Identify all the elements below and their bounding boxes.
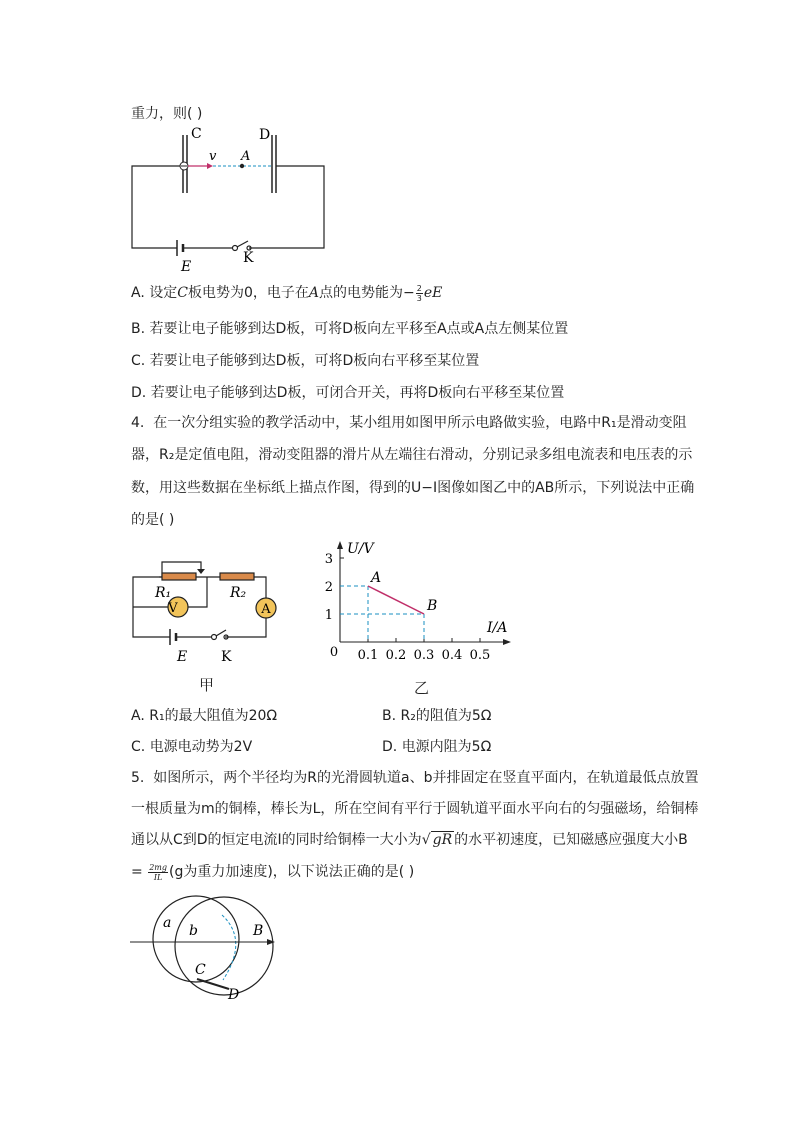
velocity-label: v bbox=[209, 149, 217, 164]
point-d-label: D bbox=[228, 987, 240, 1003]
q3-option-d: D. 若要让电子能够到达D板，可闭合开关，再将D板向右平移至某位置 bbox=[131, 385, 565, 401]
series-line-AB bbox=[368, 586, 424, 614]
voltmeter-label: V bbox=[168, 601, 178, 616]
x-tick-label: 0.4 bbox=[441, 648, 463, 663]
y-tick-label: 1 bbox=[325, 608, 333, 623]
caption-jia: 甲 bbox=[199, 676, 215, 694]
q4-option-d: D. 电源内阻为5Ω bbox=[382, 739, 492, 755]
rail-a-label: a bbox=[163, 915, 172, 931]
q3-option-b: B. 若要让电子能够到达D板，可将D板向左平移至A点或A点左侧某位置 bbox=[131, 321, 569, 337]
q4-line-1: 4. 在一次分组实验的教学活动中，某小组用如图甲所示电路做实验，电路中R₁是滑动变阻 bbox=[131, 415, 687, 431]
rail-b bbox=[175, 897, 273, 995]
q4-line-4: 的是( ) bbox=[131, 512, 175, 528]
origin-label: 0 bbox=[329, 645, 339, 660]
q5-line-1: 5. 如图所示，两个半径均为R的光滑圆轨道a、b并排固定在竖直平面内，在轨道最低点放置 bbox=[131, 770, 699, 786]
q5-line-2: 一根质量为m的铜棒，棒长为L，所在空间有平行于圆轨道平面水平向右的匀强磁场，给铜棒 bbox=[131, 801, 699, 817]
x-tick-label: 0.3 bbox=[413, 648, 435, 663]
y-axis-label: U/V bbox=[347, 541, 374, 557]
q4-line-3: 数，用这些数据在坐标纸上描点作图，得到的U−I图像如图乙中的AB所示，下列说法中正确 bbox=[131, 480, 695, 496]
y-tick-label: 3 bbox=[325, 552, 333, 567]
q4-option-b: B. R₂的阻值为5Ω bbox=[382, 708, 492, 724]
q5-line-4: = $\frac{2mg}{IL}$ (g为重力加速度)，以下说法正确的是( ) bbox=[131, 862, 415, 882]
q4-ui-chart bbox=[325, 535, 520, 670]
ammeter-label: A bbox=[261, 602, 271, 617]
q4-line-2: 器，R₂是定值电阻，滑动变阻器的滑片从左端往右滑动，分别记录多组电流表和电压表的示 bbox=[131, 447, 693, 463]
r2-label: R₂ bbox=[230, 585, 247, 601]
q3-option-c: C. 若要让电子能够到达D板，可将D板向右平移至某位置 bbox=[131, 353, 480, 369]
emf-label: E bbox=[181, 259, 192, 275]
switch-k-label: K bbox=[243, 250, 254, 266]
q4-switch-label: K bbox=[221, 649, 232, 665]
r1-label: R₁ bbox=[155, 585, 172, 601]
y-axis-arrow bbox=[337, 541, 343, 549]
caption-yi: 乙 bbox=[414, 679, 430, 697]
point-a-label: A bbox=[241, 149, 251, 164]
x-tick-label: 0.5 bbox=[469, 648, 491, 663]
field-b-label: B bbox=[253, 923, 264, 939]
point-label-B: B bbox=[427, 598, 438, 614]
q3-stem-tail: 重力，则( ) bbox=[131, 106, 203, 122]
x-tick-label: 0.2 bbox=[385, 648, 407, 663]
q4-circuit-jia bbox=[125, 555, 290, 667]
q4-option-c: C. 电源电动势为2V bbox=[131, 739, 253, 755]
plate-c-label: C bbox=[191, 126, 202, 142]
y-tick-label: 2 bbox=[325, 580, 333, 595]
x-axis-label: I/A bbox=[487, 620, 508, 636]
q4-emf-label: E bbox=[177, 649, 188, 665]
plate-d-label: D bbox=[259, 127, 271, 143]
x-axis-arrow bbox=[503, 639, 511, 645]
q5-line-3: 通以从C到D的恒定电流I的同时给铜棒一大小为√ gR 的水平初速度，已知磁感应强度大小B bbox=[131, 832, 688, 848]
rail-b-label: b bbox=[189, 923, 198, 939]
q3-option-a: A. 设定C板电势为0，电子在A点的电势能为− $\frac{2}{3}$ eE bbox=[131, 283, 443, 303]
q3-capacitor-circuit bbox=[125, 125, 335, 275]
q4-option-a: A. R₁的最大阻值为20Ω bbox=[131, 708, 278, 724]
x-tick-label: 0.1 bbox=[357, 648, 379, 663]
point-c-label: C bbox=[195, 962, 206, 978]
point-label-A: A bbox=[371, 570, 382, 586]
q5-rails-figure bbox=[125, 895, 285, 1007]
